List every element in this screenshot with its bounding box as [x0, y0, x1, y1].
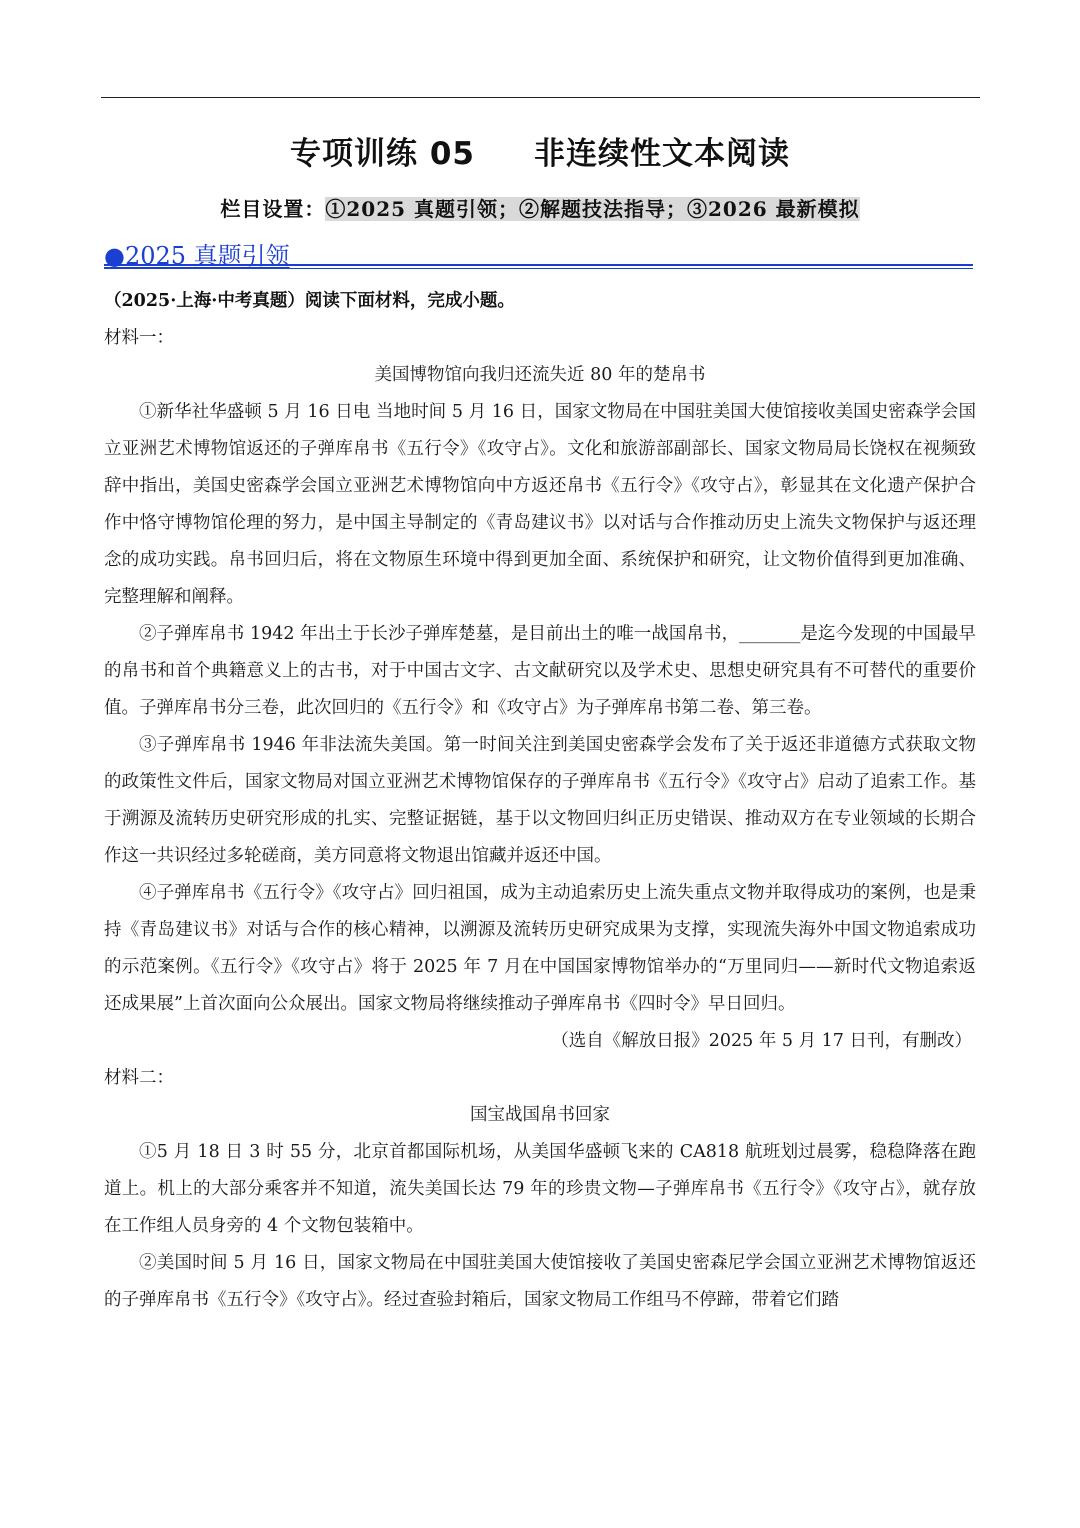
material1-paragraph-3: ③子弹库帛书 1946 年非法流失美国。第一时间关注到美国史密森学会发布了关于返还非道德方式获取文物的政策性文件后，国家文物局对国立亚洲艺术博物馆保存的子弹库帛书《五行令》《攻守占》启动了追索工作。基于溯源及流转历史研究形成的扎实、完整证据链，基于以文物回归纠正历史错误、推动双方在专业领域的长期合作这一共识经过多轮磋商，美方同意将文物退出馆藏并返还中国。 — [104, 735, 976, 866]
section-divider-thin — [104, 268, 973, 269]
material2-paragraph-2: ②美国时间 5 月 16 日，国家文物局在中国驻美国大使馆接收了美国史密森尼学会国立亚洲艺术博物馆返还的子弹库帛书《五行令》《攻守占》。经过查验封箱后，国家文物局工作组马不停蹄，带着它们踏 — [104, 1253, 976, 1310]
material1-title: 美国博物馆向我归还流失近 80 年的楚帛书 — [374, 365, 706, 385]
question-intro: （2025·上海·中考真题）阅读下面材料，完成小题。 — [104, 291, 515, 311]
material1-paragraph-2: ②子弹库帛书 1942 年出土于长沙子弹库楚墓，是目前出土的唯一战国帛书，_______是迄今发现的中国最早的帛书和首个典籍意义上的古书，对于中国古文字、古文献研究以及学术史、思想史研究具有不可替代的重要价值。子弹库帛书分三卷，此次回归的《五行令》和《攻守占》为子弹库帛书第二卷、第三卷。 — [104, 624, 976, 718]
material1-paragraph-1: ①新华社华盛顿 5 月 16 日电 当地时间 5 月 16 日，国家文物局在中国驻美国大使馆接收美国史密森学会国立亚洲艺术博物馆返还的子弹库帛书《五行令》《攻守占》。文化和旅游部副部长、国家文物局局长饶权在视频致辞中指出，美国史密森学会国立亚洲艺术博物馆向中方返还帛书《五行令》《攻守占》，彰显其在文化遗产保护合作中恪守博物馆伦理的努力，是中国主导制定的《青岛建议书》以对话与合作推动历史上流失文物保护与返还理念的成功实践。帛书回归后，将在文物原生环境中得到更加全面、系统保护和研究，让文物价值得到更加准确、完整理解和阐释。 — [104, 402, 976, 607]
material1-paragraph-4: ④子弹库帛书《五行令》《攻守占》回归祖国，成为主动追索历史上流失重点文物并取得成功的案例，也是秉持《青岛建议书》对话与合作的核心精神，以溯源及流转历史研究成果为支撑，实现流失海外中国文物追索成功的示范案例。《五行令》《攻守占》将于 2025 年 7 月在中国国家博物馆举办的“万里同归——新时代文物追索返还成果展”上首次面向公众展出。国家文物局将继续推动子弹库帛书《四时令》早日回归。 — [104, 883, 976, 1014]
material2-title: 国宝战国帛书回家 — [470, 1105, 610, 1125]
material1-label: 材料一： — [104, 328, 174, 348]
section-heading-link[interactable]: ●2025 真题引领 — [104, 242, 290, 270]
column-settings — [0, 193, 1080, 222]
header-rule — [101, 97, 980, 98]
section-divider — [104, 264, 973, 266]
column-settings-label: 栏目设置： — [220, 197, 326, 221]
column-item-3: ③2026 最新模拟 — [687, 197, 860, 221]
material1-source: （选自《解放日报》2025 年 5 月 17 日刊，有删改） — [551, 1031, 972, 1051]
column-item-1: ①2025 真题引领； — [325, 197, 519, 221]
material2-label: 材料二： — [104, 1068, 174, 1088]
column-item-2: ②解题技法指导； — [519, 197, 687, 221]
material2-paragraph-1: ①5 月 18 日 3 时 55 分，北京首都国际机场，从美国华盛顿飞来的 CA818 航班划过晨雾，稳稳降落在跑道上。机上的大部分乘客并不知道，流失美国长达 79 年的珍贵文物—子弹库帛书《五行令》《攻守占》，就存放在工作组人员身旁的 4 个文物包装箱中。 — [104, 1142, 976, 1236]
page-title: 专项训练 05 非连续性文本阅读 — [290, 136, 790, 172]
document-body — [104, 283, 976, 1319]
